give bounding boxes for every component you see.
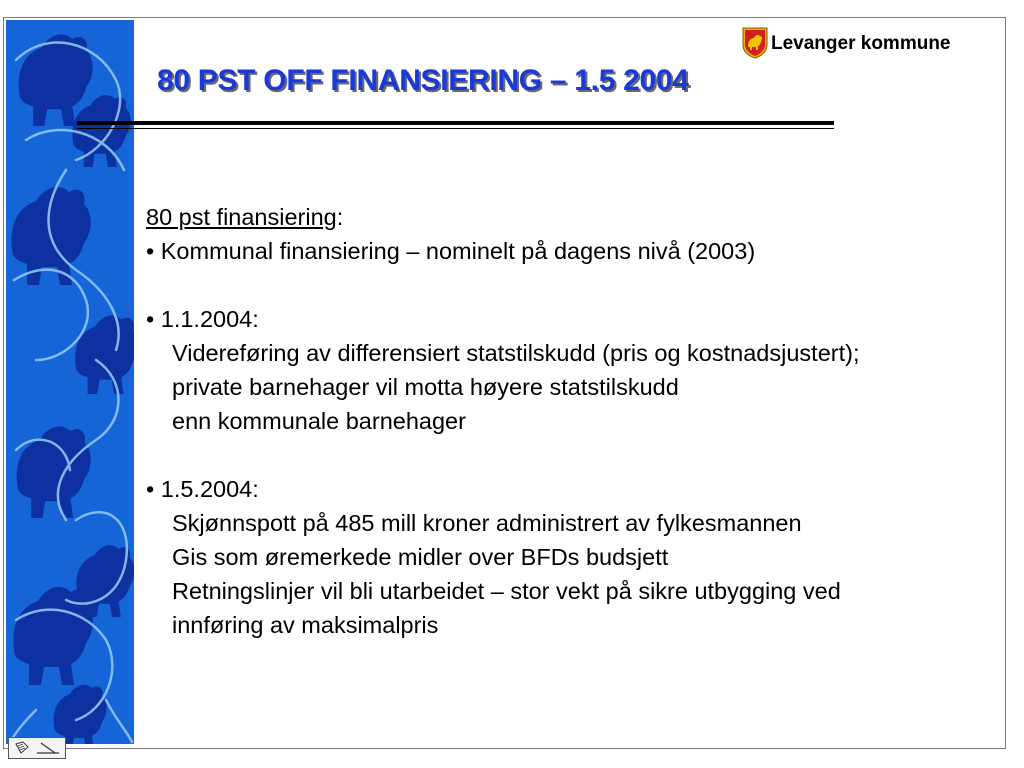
slide-nav-widget[interactable] xyxy=(8,737,66,759)
municipality-logo xyxy=(742,26,951,60)
logo-text: Levanger kommune xyxy=(771,32,951,54)
section3-line: Retningslinjer vil bli utarbeidet – stor vekt på sikre utbygging ved xyxy=(172,578,841,604)
body-heading-colon: : xyxy=(336,204,344,230)
notes-icon[interactable] xyxy=(14,741,32,755)
body-heading-underlined: 80 pst finansiering xyxy=(146,204,337,230)
title-underline-thin xyxy=(77,128,834,129)
body-heading xyxy=(146,200,1006,234)
title-underline-thick xyxy=(77,121,834,125)
bullet-date-1-1-2004: • 1.1.2004: xyxy=(146,306,259,332)
section2-line: enn kommunale barnehager xyxy=(172,408,466,434)
spacer xyxy=(146,268,1006,302)
coat-of-arms-icon xyxy=(742,27,768,59)
section3-line: Skjønnspott på 485 mill kroner administrert av fylkesmannen xyxy=(172,510,802,536)
bullet-kommunal-finansiering: • Kommunal finansiering – nominelt på dagens nivå (2003) xyxy=(146,238,756,264)
pen-icon[interactable] xyxy=(35,741,61,755)
section2-line: Videreføring av differensiert statstilskudd (pris og kostnadsjustert); xyxy=(172,340,860,366)
section3-line: innføring av maksimalpris xyxy=(172,612,439,638)
slide-body xyxy=(146,200,1006,642)
slide-title: 80 PST OFF FINANSIERING – 1.5 2004 xyxy=(157,64,689,97)
spacer xyxy=(146,438,1006,472)
section2-line: private barnehager vil motta høyere statstilskudd xyxy=(172,374,679,400)
section3-line: Gis som øremerkede midler over BFDs budsjett xyxy=(172,544,669,570)
bullet-date-1-5-2004: • 1.5.2004: xyxy=(146,476,259,502)
